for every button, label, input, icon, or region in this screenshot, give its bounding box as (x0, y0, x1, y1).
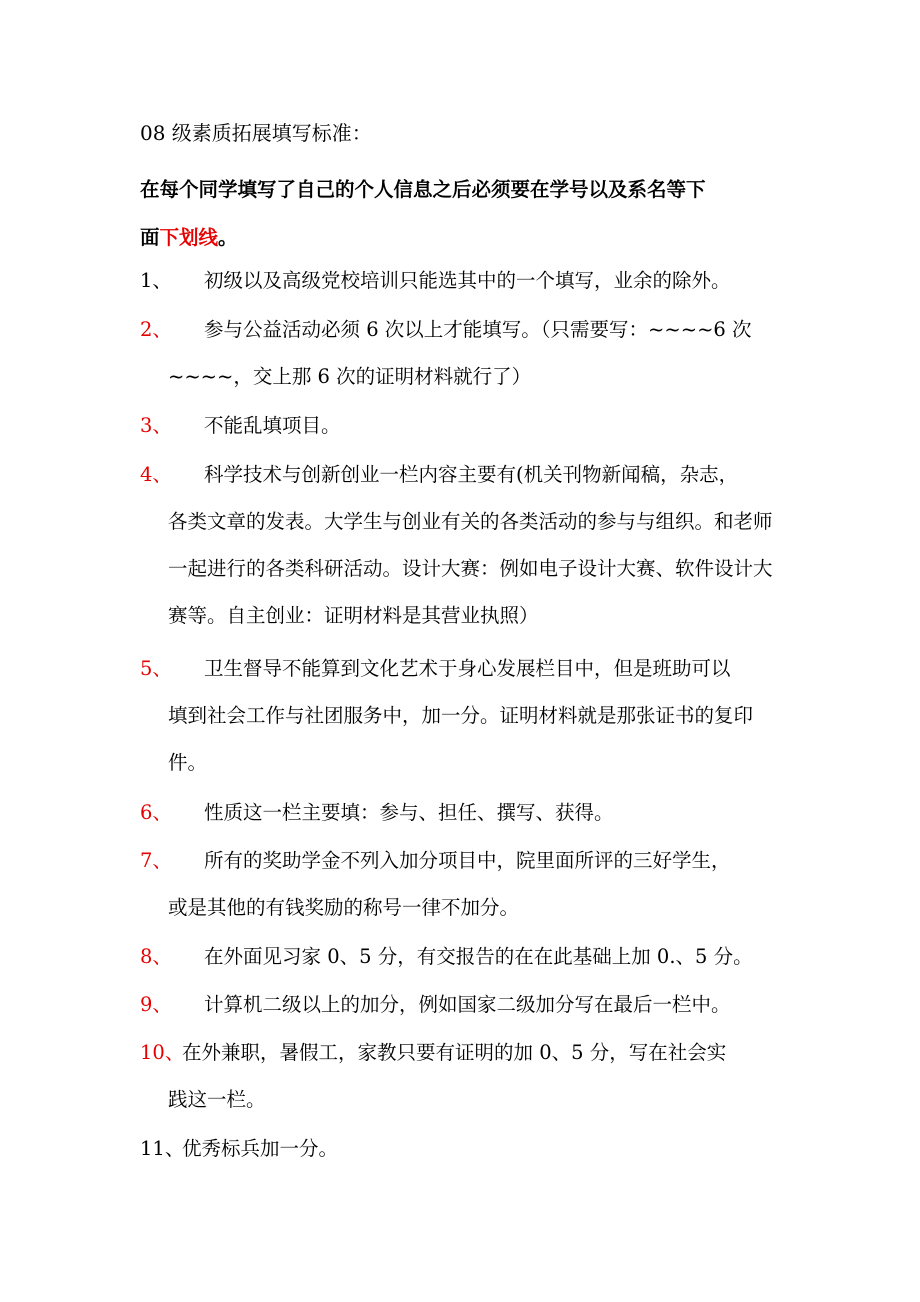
document-title: 08 级素质拓展填写标准： (140, 121, 372, 145)
intro-suffix: 。 (218, 226, 238, 249)
list-item (140, 645, 790, 786)
list-item (140, 789, 790, 836)
list-item (140, 451, 790, 639)
list-item (140, 1029, 790, 1123)
list-item-number: 7、 (140, 849, 172, 872)
intro-cont-prefix: 面 (140, 226, 160, 249)
list-item-continuation: ~~~~，交上那 6 次的证明材料就行了） (168, 365, 532, 388)
list-item-number: 10、 (140, 1041, 185, 1064)
intro-main-text: 在每个同学填写了自己的个人信息之后必须要在学号以及系名等下 (140, 178, 706, 201)
list-item (140, 402, 790, 449)
list-item-text: 所有的奖助学金不列入加分项目中，院里面所评的三好学生， (204, 849, 731, 872)
list-item-text: 性质这一栏主要填：参与、担任、撰写、获得。 (204, 801, 614, 824)
list-item-number: 1、 (140, 269, 172, 292)
list-item (140, 837, 790, 931)
list-item (140, 933, 790, 980)
list-item-text: 参与公益活动必须 6 次以上才能填写。（只需要写：~~~~6 次 (204, 318, 752, 341)
list-item-text: 计算机二级以上的加分，例如国家二级加分写在最后一栏中。 (204, 993, 731, 1016)
list-item-number: 11、 (140, 1137, 185, 1160)
list-item-number: 8、 (140, 945, 172, 968)
list-item-number: 4、 (140, 463, 172, 486)
intro-highlight: 下划线 (159, 226, 219, 249)
list-item-number: 2、 (140, 318, 172, 341)
list-item-number: 5、 (140, 657, 172, 680)
list-item-text: 优秀标兵加一分。 (182, 1137, 339, 1160)
list-item-text: 在外面见习家 0、5 分，有交报告的在在此基础上加 0.、5 分。 (204, 945, 753, 968)
list-item-continuation: 或是其他的有钱奖励的称号一律不加分。 (168, 896, 520, 919)
list-item-continuation: 各类文章的发表。大学生与创业有关的各类活动的参与与组织。和老师一起进行的各类科研活动。设计大赛：例如电子设计大赛、软件设计大赛等。自主创业：证明材料是其营业执照） (168, 510, 773, 627)
list-item (140, 306, 790, 400)
list-item-text: 卫生督导不能算到文化艺术于身心发展栏目中，但是班助可以 (204, 657, 731, 680)
list-item (140, 257, 790, 304)
list-item-text: 初级以及高级党校培训只能选其中的一个填写，业余的除外。 (204, 269, 731, 292)
list-item-text: 科学技术与创新创业一栏内容主要有(机关刊物新闻稿，杂志， (204, 463, 739, 486)
list-item-number: 3、 (140, 414, 172, 437)
list-item-text: 不能乱填项目。 (204, 414, 341, 437)
list-item (140, 1125, 790, 1172)
list-item (140, 981, 790, 1028)
list-item-text: 在外兼职，暑假工，家教只要有证明的加 0、5 分，写在社会实 (182, 1041, 727, 1064)
list-item-continuation: 践这一栏。 (168, 1088, 266, 1111)
list-item-continuation: 填到社会工作与社团服务中，加一分。证明材料就是那张证书的复印件。 (168, 704, 754, 774)
list-item-number: 9、 (140, 993, 172, 1016)
intro-paragraph (140, 166, 790, 262)
list-item-number: 6、 (140, 801, 172, 824)
